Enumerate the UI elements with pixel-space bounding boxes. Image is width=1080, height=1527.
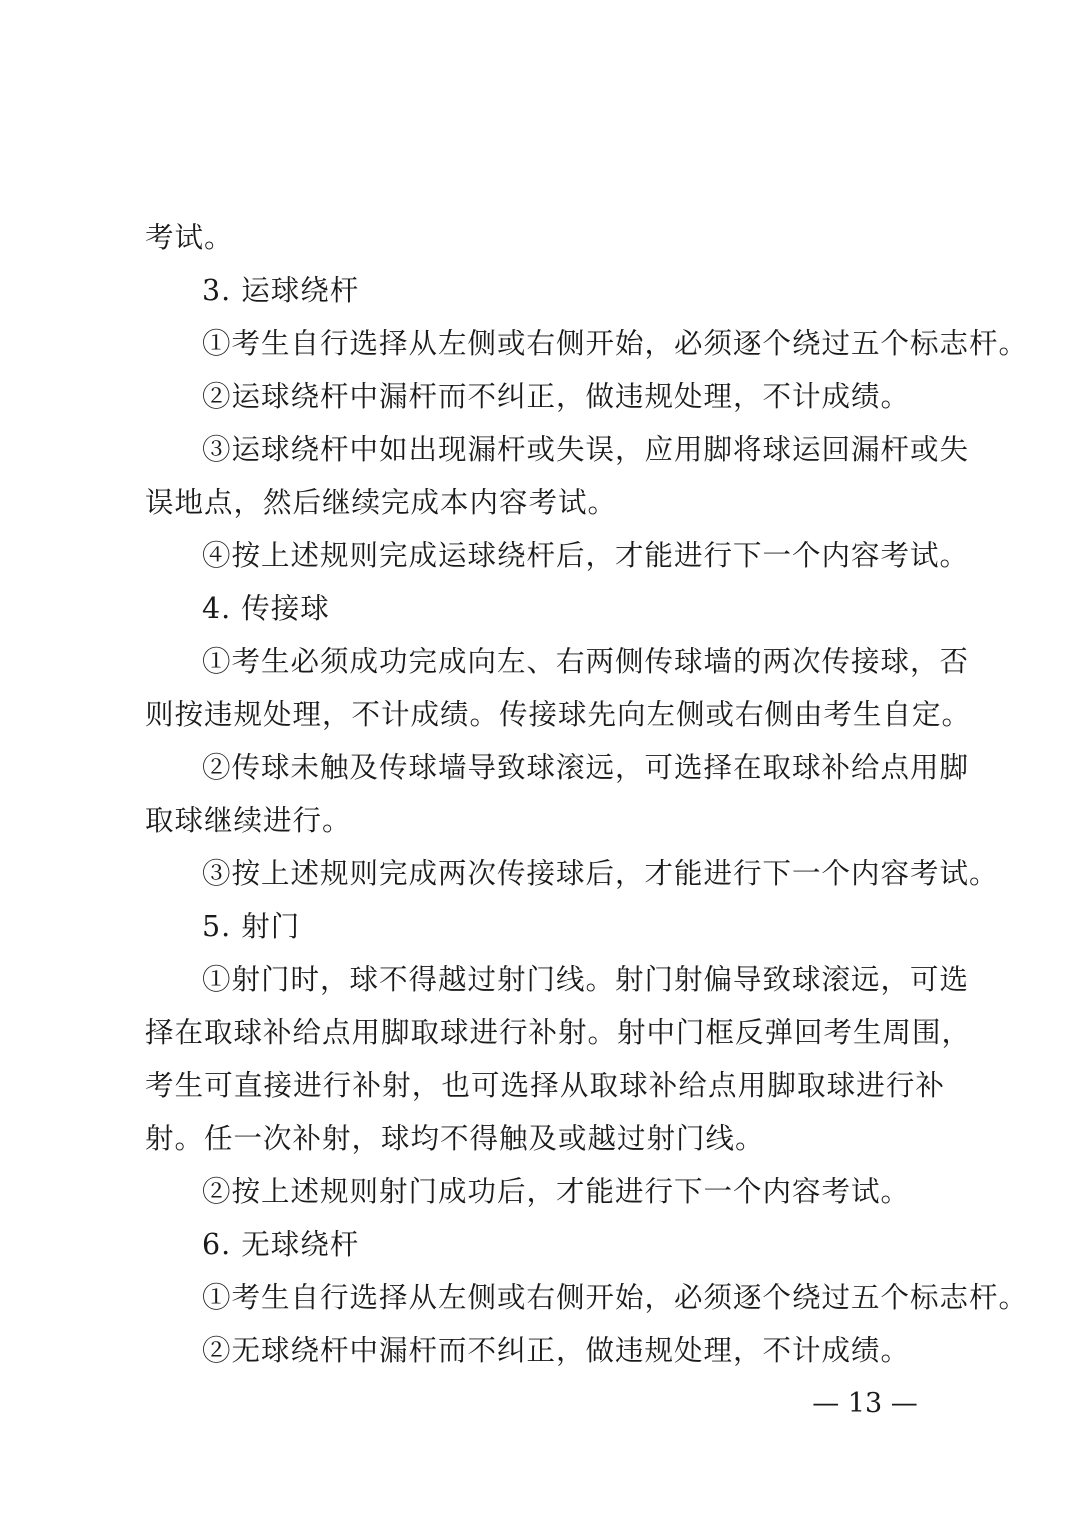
text-line: ①考生自行选择从左侧或右侧开始，必须逐个绕过五个标志杆。 (202, 1281, 1029, 1314)
section-heading: 4. 传接球 (202, 592, 330, 625)
text-line: ①射门时，球不得越过射门线。射门射偏导致球滚远，可选 (202, 963, 970, 996)
text-line: ①考生自行选择从左侧或右侧开始，必须逐个绕过五个标志杆。 (202, 327, 1029, 360)
section-heading: 6. 无球绕杆 (202, 1228, 360, 1261)
text-line: ②无球绕杆中漏杆而不纠正，做违规处理，不计成绩。 (202, 1334, 911, 1367)
text-line: 射。任一次补射，球均不得触及或越过射门线。 (145, 1122, 765, 1155)
text-line: 取球继续进行。 (145, 804, 352, 837)
text-line: ②传球未触及传球墙导致球滚远，可选择在取球补给点用脚 (202, 751, 970, 784)
text-line: 考试。 (145, 221, 234, 254)
section-heading: 5. 射门 (202, 910, 301, 943)
page-number: — 13 — (812, 1388, 918, 1419)
text-line: ②运球绕杆中漏杆而不纠正，做违规处理，不计成绩。 (202, 380, 911, 413)
text-line: 误地点，然后继续完成本内容考试。 (145, 486, 618, 519)
text-line: ③按上述规则完成两次传接球后，才能进行下一个内容考试。 (202, 857, 999, 890)
text-line: ①考生必须成功完成向左、右两侧传球墙的两次传接球，否 (202, 645, 970, 678)
text-line: 考生可直接进行补射，也可选择从取球补给点用脚取球进行补 (145, 1069, 945, 1102)
text-line: ③运球绕杆中如出现漏杆或失误，应用脚将球运回漏杆或失 (202, 433, 970, 466)
text-line: ②按上述规则射门成功后，才能进行下一个内容考试。 (202, 1175, 911, 1208)
text-line: 则按违规处理，不计成绩。传接球先向左侧或右侧由考生自定。 (145, 698, 972, 731)
section-heading: 3. 运球绕杆 (202, 274, 360, 307)
text-line: 择在取球补给点用脚取球进行补射。射中门框反弹回考生周围， (145, 1016, 972, 1049)
text-line: ④按上述规则完成运球绕杆后，才能进行下一个内容考试。 (202, 539, 970, 572)
